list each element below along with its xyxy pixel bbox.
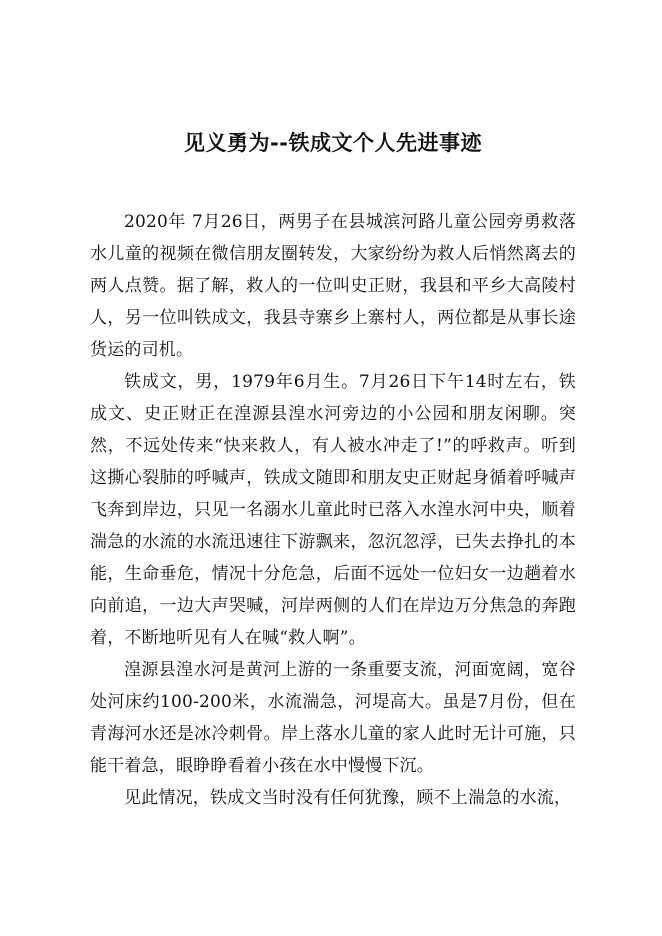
paragraph-3: 湟源县湟水河是黄河上游的一条重要支流，河面宽阔，宽谷处河床约100-200米，水流湍急，河堤高大。虽是7月份，但在青海河水还是冰冷刺骨。岸上落水儿童的家人此时无计可施，只能干着急，眼睁睁看着小孩在水中慢慢下沉。 bbox=[90, 660, 576, 776]
paragraph-2: 铁成文，男，1979年6月生。7月26日下午14时左右，铁成文、史正财正在湟源县湟水河旁边的小公园和朋友闲聊。突然，不远处传来“快来救人，有人被水冲走了!”的呼救声。听到这撕心裂肺的呼喊声，铁成文随即和朋友史正财起身循着呼喊声飞奔到岸边，只见一名溺水儿童此时已落入水湟水河中央，顺着湍急的水流的水流迅速往下游飘来，忽沉忽浮，已失去挣扎的本能，生命垂危，情况十分危急，后面不远处一位妇女一边趟着水向前追，一边大声哭喊，河岸两侧的人们在岸边万分焦急的奔跑着，不断地听见有人在喊“救人啊”。 bbox=[90, 372, 576, 648]
document-body bbox=[90, 206, 576, 814]
paragraph-1: 2020年 7月26日，两男子在县城滨河路儿童公园旁勇救落水儿童的视频在微信朋友圈转发，大家纷纷为救人后悄然离去的两人点赞。据了解，救人的一位叫史正财，我县和平乡大高陵村人，另一位叫铁成文，我县寺寨乡上寨村人，两位都是从事长途货运的司机。 bbox=[90, 212, 576, 360]
paragraph-4: 见此情况，铁成文当时没有任何犹豫，顾不上湍急的水流， bbox=[124, 788, 572, 808]
document-title: 见义勇为--铁成文个人先进事迹 bbox=[184, 131, 482, 155]
